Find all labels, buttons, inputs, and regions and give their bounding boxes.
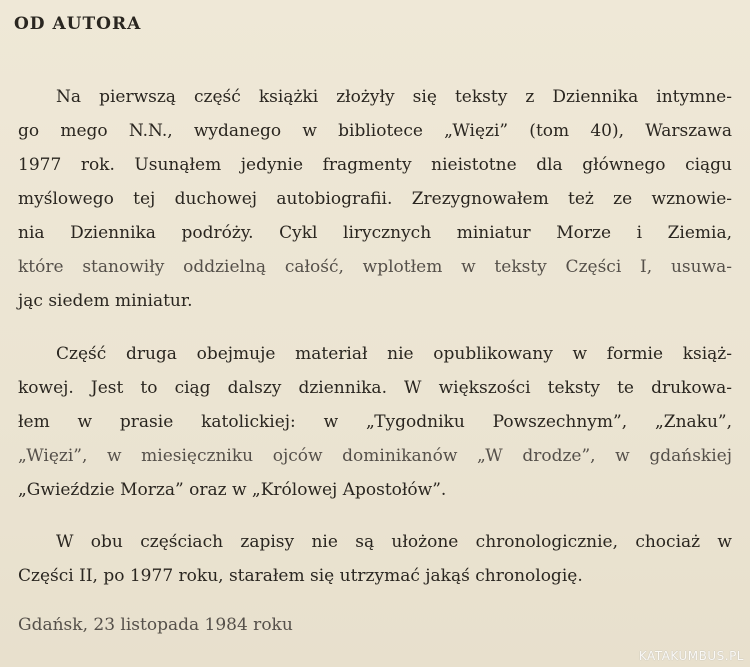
paragraph-2-line-4: „Więzi”, w miesięczniku ojców dominikanów „W drodze”, w gdańskiej bbox=[18, 446, 732, 466]
paragraph-1-line-4: myślowego tej duchowej autobiografii. Zrezygnowałem też ze wznowie- bbox=[18, 189, 732, 209]
paragraph-2-line-3: łem w prasie katolickiej: w „Tygodniku Powszechnym”, „Znaku”, bbox=[18, 412, 732, 432]
paragraph-1-line-2: go mego N.N., wydanego w bibliotece „Więzi” (tom 40), Warszawa bbox=[18, 121, 732, 141]
paragraph-1-line-6: które stanowiły oddzielną całość, wplotłem w teksty Części I, usuwa- bbox=[18, 257, 732, 277]
paragraph-2-line-1: Część druga obejmuje materiał nie opublikowany w formie książ- bbox=[56, 344, 732, 364]
paragraph-1-line-1: Na pierwszą część książki złożyły się teksty z Dziennika intymne- bbox=[56, 87, 732, 107]
paragraph-1-line-7: jąc siedem miniatur. bbox=[18, 291, 193, 311]
watermark: KATAKUMBUS.PL bbox=[638, 649, 744, 663]
page-heading: OD AUTORA bbox=[14, 14, 142, 34]
paragraph-3-line-2: Części II, po 1977 roku, starałem się utrzymać jakąś chronologię. bbox=[18, 566, 583, 586]
paragraph-3-line-1: W obu częściach zapisy nie są ułożone chronologicznie, chociaż w bbox=[56, 532, 732, 552]
paragraph-1-line-3: 1977 rok. Usunąłem jedynie fragmenty nieistotne dla głównego ciągu bbox=[18, 155, 732, 175]
paragraph-1-line-5: nia Dziennika podróży. Cykl lirycznych miniatur Morze i Ziemia, bbox=[18, 223, 732, 243]
paragraph-2-line-2: kowej. Jest to ciąg dalszy dziennika. W większości teksty te drukowa- bbox=[18, 378, 732, 398]
paragraph-2-line-5: „Gwieździe Morza” oraz w „Królowej Apostołów”. bbox=[18, 480, 447, 500]
place-and-date: Gdańsk, 23 listopada 1984 roku bbox=[18, 615, 293, 635]
